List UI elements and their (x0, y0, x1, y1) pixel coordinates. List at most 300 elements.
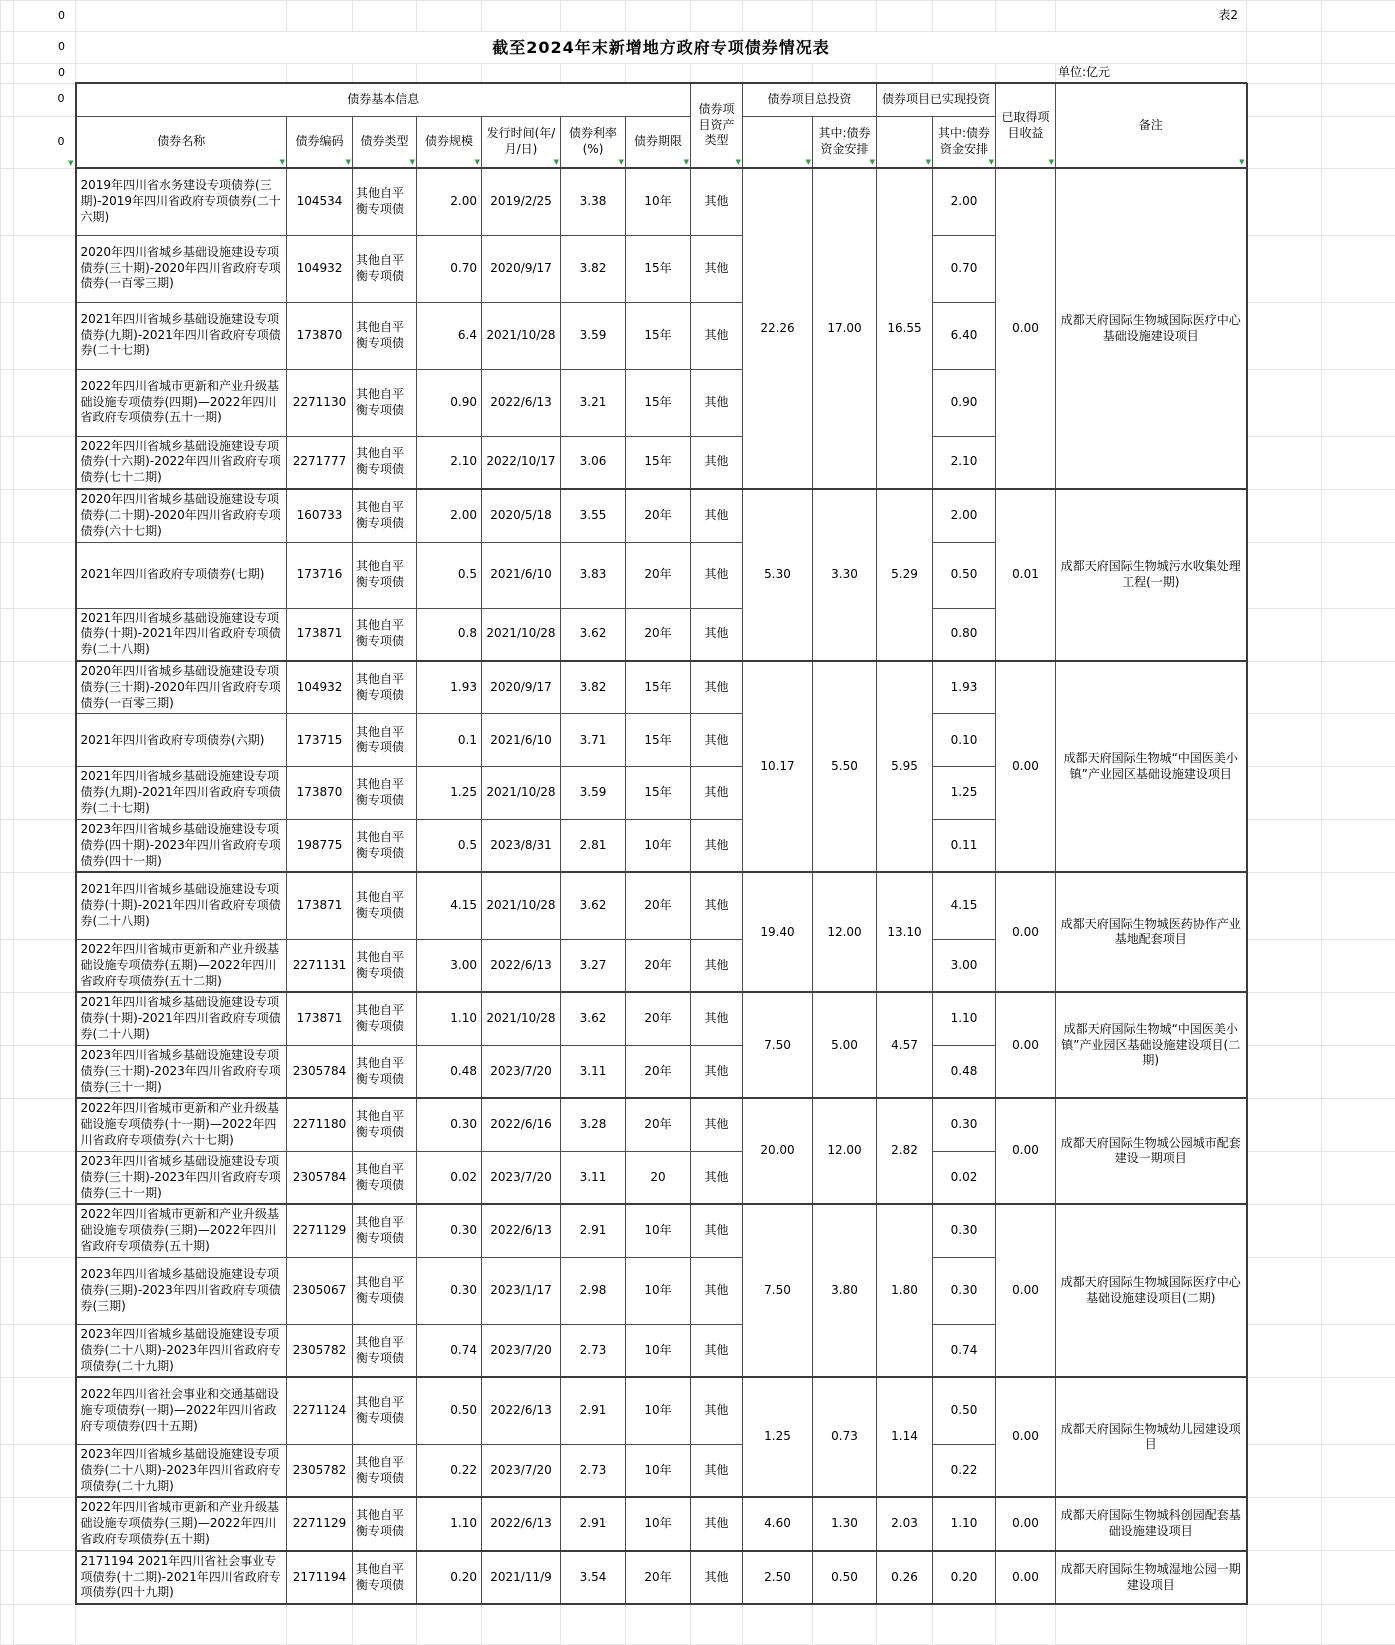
realized-fund-arrangement-cell[interactable]: 0.11 (933, 819, 996, 872)
bond-rate-cell[interactable]: 2.73 (561, 1324, 626, 1377)
asset-type-cell[interactable]: 其他 (691, 1151, 743, 1204)
realized-investment-cell[interactable]: 4.57 (877, 992, 933, 1098)
bond-term-cell[interactable]: 10年 (626, 1257, 691, 1324)
bond-scale-cell[interactable]: 3.00 (417, 939, 482, 992)
realized-investment-cell[interactable]: 16.55 (877, 168, 933, 489)
remark-cell[interactable]: 成都天府国际生物城湿地公园一期建设项目 (1056, 1551, 1247, 1604)
remark-cell[interactable]: 成都天府国际生物城公园城市配套建设一期项目 (1056, 1098, 1247, 1204)
realized-investment-cell[interactable]: 2.03 (877, 1497, 933, 1550)
bond-scale-cell[interactable]: 0.74 (417, 1324, 482, 1377)
bond-type-cell[interactable]: 其他自平衡专项债 (353, 872, 417, 939)
remark-cell[interactable]: 成都天府国际生物城科创园配套基础设施建设项目 (1056, 1497, 1247, 1550)
realized-fund-arrangement-cell[interactable]: 3.00 (933, 939, 996, 992)
total-fund-arrangement-cell[interactable]: 12.00 (813, 872, 877, 992)
bond-rate-cell[interactable]: 2.73 (561, 1444, 626, 1497)
asset-type-cell[interactable]: 其他 (691, 1497, 743, 1550)
bond-term-cell[interactable]: 10年 (626, 1497, 691, 1550)
issue-date-cell[interactable]: 2022/6/13 (482, 369, 561, 436)
bond-name-cell[interactable]: 2023年四川省城乡基础设施建设专项债券(三十期)-2023年四川省政府专项债券(三十一期) (76, 1045, 287, 1098)
header-bond-code[interactable] (287, 116, 353, 168)
asset-type-cell[interactable]: 其他 (691, 714, 743, 767)
total-investment-cell[interactable]: 20.00 (743, 1098, 813, 1204)
bond-type-cell[interactable]: 其他自平衡专项债 (353, 1377, 417, 1444)
bond-scale-cell[interactable]: 1.10 (417, 992, 482, 1045)
issue-date-cell[interactable]: 2021/10/28 (482, 872, 561, 939)
header-bond-term[interactable] (626, 116, 691, 168)
bond-name-cell[interactable]: 2021年四川省政府专项债券(七期) (76, 542, 287, 608)
header-asset-type[interactable] (691, 83, 743, 168)
bond-rate-cell[interactable]: 3.21 (561, 369, 626, 436)
bond-scale-cell[interactable]: 2.10 (417, 436, 482, 489)
remark-cell[interactable]: 成都天府国际生物城污水收集处理工程(一期) (1056, 489, 1247, 661)
bond-term-cell[interactable]: 20年 (626, 542, 691, 608)
bond-type-cell[interactable]: 其他自平衡专项债 (353, 1551, 417, 1604)
header-bond-scale[interactable] (417, 116, 482, 168)
bond-term-cell[interactable]: 10年 (626, 1324, 691, 1377)
bond-scale-cell[interactable]: 0.70 (417, 235, 482, 302)
bond-name-cell[interactable]: 2023年四川省城乡基础设施建设专项债券(二十八期)-2023年四川省政府专项债券(二十九期) (76, 1444, 287, 1497)
project-income-cell[interactable]: 0.00 (996, 872, 1056, 992)
project-income-cell[interactable]: 0.00 (996, 992, 1056, 1098)
bond-type-cell[interactable]: 其他自平衡专项债 (353, 542, 417, 608)
autofilter-arrow-icon[interactable]: ▼ (68, 160, 73, 167)
realized-fund-arrangement-cell[interactable]: 2.00 (933, 489, 996, 542)
bond-rate-cell[interactable]: 3.38 (561, 168, 626, 235)
bond-term-cell[interactable]: 15年 (626, 436, 691, 489)
realized-fund-arrangement-cell[interactable]: 0.30 (933, 1204, 996, 1257)
bond-code-cell[interactable]: 160733 (287, 489, 353, 542)
bond-name-cell[interactable]: 2022年四川省城市更新和产业升级基础设施专项债券(五期)—2022年四川省政府专项债券(五十二期) (76, 939, 287, 992)
issue-date-cell[interactable]: 2023/7/20 (482, 1045, 561, 1098)
asset-type-cell[interactable]: 其他 (691, 872, 743, 939)
realized-fund-arrangement-cell[interactable]: 0.90 (933, 369, 996, 436)
bond-code-cell[interactable]: 173870 (287, 302, 353, 369)
project-income-cell[interactable]: 0.00 (996, 1098, 1056, 1204)
total-fund-arrangement-cell[interactable]: 0.73 (813, 1377, 877, 1497)
bond-term-cell[interactable]: 20年 (626, 489, 691, 542)
header-issue-date[interactable] (482, 116, 561, 168)
project-income-cell[interactable]: 0.01 (996, 489, 1056, 661)
realized-fund-arrangement-cell[interactable]: 4.15 (933, 872, 996, 939)
realized-fund-arrangement-cell[interactable]: 6.40 (933, 302, 996, 369)
header-bond-name[interactable] (76, 116, 287, 168)
bond-term-cell[interactable]: 10年 (626, 168, 691, 235)
bond-name-cell[interactable]: 2023年四川省城乡基础设施建设专项债券(三期)-2023年四川省政府专项债券(三期) (76, 1257, 287, 1324)
bond-code-cell[interactable]: 2271124 (287, 1377, 353, 1444)
bond-type-cell[interactable]: 其他自平衡专项债 (353, 1324, 417, 1377)
bond-type-cell[interactable]: 其他自平衡专项债 (353, 302, 417, 369)
bond-name-cell[interactable]: 2022年四川省城乡基础设施建设专项债券(十六期)-2022年四川省政府专项债券(七十二期) (76, 436, 287, 489)
asset-type-cell[interactable]: 其他 (691, 992, 743, 1045)
issue-date-cell[interactable]: 2022/6/16 (482, 1098, 561, 1151)
bond-name-cell[interactable]: 2021年四川省政府专项债券(六期) (76, 714, 287, 767)
issue-date-cell[interactable]: 2023/1/17 (482, 1257, 561, 1324)
bond-type-cell[interactable]: 其他自平衡专项债 (353, 168, 417, 235)
bond-type-cell[interactable]: 其他自平衡专项债 (353, 235, 417, 302)
issue-date-cell[interactable]: 2023/7/20 (482, 1151, 561, 1204)
bond-code-cell[interactable]: 2271130 (287, 369, 353, 436)
total-fund-arrangement-cell[interactable]: 1.30 (813, 1497, 877, 1550)
bond-scale-cell[interactable]: 0.02 (417, 1151, 482, 1204)
header-realized-blank[interactable] (877, 116, 933, 168)
project-income-cell[interactable]: 0.00 (996, 1204, 1056, 1377)
asset-type-cell[interactable]: 其他 (691, 302, 743, 369)
zero-cell[interactable]: 0 (14, 32, 76, 64)
bond-scale-cell[interactable]: 0.30 (417, 1098, 482, 1151)
project-income-cell[interactable]: 0.00 (996, 168, 1056, 489)
bond-scale-cell[interactable]: 2.00 (417, 168, 482, 235)
header-realized-investment[interactable]: 债券项目已实现投资 (877, 83, 996, 116)
bond-term-cell[interactable]: 15年 (626, 235, 691, 302)
bond-scale-cell[interactable]: 4.15 (417, 872, 482, 939)
issue-date-cell[interactable]: 2022/10/17 (482, 436, 561, 489)
bond-name-cell[interactable]: 2021年四川省城乡基础设施建设专项债券(九期)-2021年四川省政府专项债券(二十七期) (76, 302, 287, 369)
asset-type-cell[interactable]: 其他 (691, 1098, 743, 1151)
bond-type-cell[interactable]: 其他自平衡专项债 (353, 1151, 417, 1204)
realized-fund-arrangement-cell[interactable]: 0.30 (933, 1257, 996, 1324)
bond-type-cell[interactable]: 其他自平衡专项债 (353, 661, 417, 714)
bond-name-cell[interactable]: 2019年四川省水务建设专项债券(三期)-2019年四川省政府专项债券(二十六期) (76, 168, 287, 235)
header-total-of-which[interactable] (813, 116, 877, 168)
total-investment-cell[interactable]: 5.30 (743, 489, 813, 661)
issue-date-cell[interactable]: 2021/10/28 (482, 992, 561, 1045)
realized-investment-cell[interactable]: 0.26 (877, 1551, 933, 1604)
realized-investment-cell[interactable]: 1.14 (877, 1377, 933, 1497)
bond-code-cell[interactable]: 2305784 (287, 1045, 353, 1098)
bond-term-cell[interactable]: 15年 (626, 302, 691, 369)
bond-rate-cell[interactable]: 3.71 (561, 714, 626, 767)
bond-scale-cell[interactable]: 0.30 (417, 1204, 482, 1257)
asset-type-cell[interactable]: 其他 (691, 939, 743, 992)
project-income-cell[interactable]: 0.00 (996, 1551, 1056, 1604)
total-investment-cell[interactable]: 2.50 (743, 1551, 813, 1604)
bond-code-cell[interactable]: 2271131 (287, 939, 353, 992)
bond-code-cell[interactable]: 2305782 (287, 1444, 353, 1497)
zero-cell[interactable] (14, 116, 76, 168)
bond-name-cell[interactable]: 2171194 2021年四川省社会事业专项债券(十二期)-2021年四川省政府专项债券(四十九期) (76, 1551, 287, 1604)
bond-name-cell[interactable]: 2020年四川省城乡基础设施建设专项债券(三十期)-2020年四川省政府专项债券(一百零三期) (76, 235, 287, 302)
bond-code-cell[interactable]: 2305067 (287, 1257, 353, 1324)
realized-fund-arrangement-cell[interactable]: 0.20 (933, 1551, 996, 1604)
zero-cell[interactable]: 0 (14, 83, 76, 116)
issue-date-cell[interactable]: 2021/10/28 (482, 302, 561, 369)
bond-scale-cell[interactable]: 0.5 (417, 819, 482, 872)
issue-date-cell[interactable]: 2019/2/25 (482, 168, 561, 235)
realized-fund-arrangement-cell[interactable]: 0.70 (933, 235, 996, 302)
bond-code-cell[interactable]: 2271777 (287, 436, 353, 489)
bond-name-cell[interactable]: 2023年四川省城乡基础设施建设专项债券(二十八期)-2023年四川省政府专项债券(二十九期) (76, 1324, 287, 1377)
bond-rate-cell[interactable]: 2.91 (561, 1377, 626, 1444)
realized-fund-arrangement-cell[interactable]: 2.00 (933, 168, 996, 235)
issue-date-cell[interactable]: 2021/6/10 (482, 714, 561, 767)
realized-fund-arrangement-cell[interactable]: 0.80 (933, 608, 996, 661)
total-investment-cell[interactable]: 10.17 (743, 661, 813, 872)
bond-code-cell[interactable]: 2171194 (287, 1551, 353, 1604)
remark-cell[interactable]: 成都天府国际生物城幼儿园建设项目 (1056, 1377, 1247, 1497)
remark-cell[interactable]: 成都天府国际生物城“中国医美小镇”产业园区基础设施建设项目(二期) (1056, 992, 1247, 1098)
bond-term-cell[interactable]: 10年 (626, 1377, 691, 1444)
bond-type-cell[interactable]: 其他自平衡专项债 (353, 1098, 417, 1151)
bond-type-cell[interactable]: 其他自平衡专项债 (353, 714, 417, 767)
issue-date-cell[interactable]: 2021/6/10 (482, 542, 561, 608)
realized-fund-arrangement-cell[interactable]: 2.10 (933, 436, 996, 489)
header-total-investment[interactable]: 债券项目总投资 (743, 83, 877, 116)
asset-type-cell[interactable]: 其他 (691, 1045, 743, 1098)
bond-code-cell[interactable]: 173871 (287, 608, 353, 661)
issue-date-cell[interactable]: 2023/7/20 (482, 1444, 561, 1497)
header-bond-type[interactable] (353, 116, 417, 168)
bond-code-cell[interactable]: 198775 (287, 819, 353, 872)
bond-code-cell[interactable]: 2271129 (287, 1497, 353, 1550)
asset-type-cell[interactable]: 其他 (691, 661, 743, 714)
asset-type-cell[interactable]: 其他 (691, 767, 743, 819)
total-investment-cell[interactable]: 19.40 (743, 872, 813, 992)
header-remark[interactable] (1056, 83, 1247, 168)
total-investment-cell[interactable]: 4.60 (743, 1497, 813, 1550)
bond-name-cell[interactable]: 2021年四川省城乡基础设施建设专项债券(十期)-2021年四川省政府专项债券(二十八期) (76, 992, 287, 1045)
remark-cell[interactable]: 成都天府国际生物城国际医疗中心基础设施建设项目 (1056, 168, 1247, 489)
bond-code-cell[interactable]: 104932 (287, 235, 353, 302)
bond-rate-cell[interactable]: 3.27 (561, 939, 626, 992)
bond-rate-cell[interactable]: 3.55 (561, 489, 626, 542)
bond-term-cell[interactable]: 15年 (626, 661, 691, 714)
total-investment-cell[interactable]: 7.50 (743, 1204, 813, 1377)
zero-cell[interactable]: 0 (14, 1, 76, 32)
bond-code-cell[interactable]: 173870 (287, 767, 353, 819)
bond-code-cell[interactable]: 104534 (287, 168, 353, 235)
project-income-cell[interactable]: 0.00 (996, 1377, 1056, 1497)
issue-date-cell[interactable]: 2020/5/18 (482, 489, 561, 542)
bond-name-cell[interactable]: 2021年四川省城乡基础设施建设专项债券(十期)-2021年四川省政府专项债券(二十八期) (76, 872, 287, 939)
asset-type-cell[interactable]: 其他 (691, 369, 743, 436)
autofilter-arrow-icon[interactable]: ▼ (1239, 159, 1244, 166)
bond-term-cell[interactable]: 10年 (626, 1204, 691, 1257)
remark-cell[interactable]: 成都天府国际生物城国际医疗中心基础设施建设项目(二期) (1056, 1204, 1247, 1377)
bond-name-cell[interactable]: 2021年四川省城乡基础设施建设专项债券(十期)-2021年四川省政府专项债券(二十八期) (76, 608, 287, 661)
realized-fund-arrangement-cell[interactable]: 1.25 (933, 767, 996, 819)
asset-type-cell[interactable]: 其他 (691, 819, 743, 872)
header-total-blank[interactable] (743, 116, 813, 168)
realized-fund-arrangement-cell[interactable]: 1.93 (933, 661, 996, 714)
bond-rate-cell[interactable]: 2.98 (561, 1257, 626, 1324)
bond-code-cell[interactable]: 173715 (287, 714, 353, 767)
bond-rate-cell[interactable]: 2.91 (561, 1497, 626, 1550)
autofilter-arrow-icon[interactable]: ▼ (554, 159, 559, 166)
total-fund-arrangement-cell[interactable]: 5.50 (813, 661, 877, 872)
bond-rate-cell[interactable]: 3.28 (561, 1098, 626, 1151)
remark-cell[interactable]: 成都天府国际生物城医药协作产业基地配套项目 (1056, 872, 1247, 992)
issue-date-cell[interactable]: 2021/10/28 (482, 767, 561, 819)
bond-type-cell[interactable]: 其他自平衡专项债 (353, 1497, 417, 1550)
bond-code-cell[interactable]: 2271180 (287, 1098, 353, 1151)
bond-term-cell[interactable]: 20年 (626, 1098, 691, 1151)
bond-scale-cell[interactable]: 1.93 (417, 661, 482, 714)
bond-rate-cell[interactable]: 3.82 (561, 235, 626, 302)
asset-type-cell[interactable]: 其他 (691, 1377, 743, 1444)
realized-investment-cell[interactable]: 13.10 (877, 872, 933, 992)
total-fund-arrangement-cell[interactable]: 17.00 (813, 168, 877, 489)
remark-cell[interactable]: 成都天府国际生物城“中国医美小镇”产业园区基础设施建设项目 (1056, 661, 1247, 872)
autofilter-arrow-icon[interactable]: ▼ (410, 159, 415, 166)
bond-name-cell[interactable]: 2021年四川省城乡基础设施建设专项债券(九期)-2021年四川省政府专项债券(二十七期) (76, 767, 287, 819)
bond-type-cell[interactable]: 其他自平衡专项债 (353, 1045, 417, 1098)
asset-type-cell[interactable]: 其他 (691, 542, 743, 608)
bond-code-cell[interactable]: 2305784 (287, 1151, 353, 1204)
asset-type-cell[interactable]: 其他 (691, 608, 743, 661)
bond-rate-cell[interactable]: 3.06 (561, 436, 626, 489)
issue-date-cell[interactable]: 2023/7/20 (482, 1324, 561, 1377)
total-investment-cell[interactable]: 1.25 (743, 1377, 813, 1497)
bond-name-cell[interactable]: 2022年四川省城市更新和产业升级基础设施专项债券(三期)—2022年四川省政府专项债券(五十期) (76, 1204, 287, 1257)
bond-rate-cell[interactable]: 3.59 (561, 767, 626, 819)
bond-type-cell[interactable]: 其他自平衡专项债 (353, 489, 417, 542)
realized-fund-arrangement-cell[interactable]: 0.02 (933, 1151, 996, 1204)
header-bond-rate[interactable] (561, 116, 626, 168)
realized-fund-arrangement-cell[interactable]: 0.10 (933, 714, 996, 767)
autofilter-arrow-icon[interactable]: ▼ (926, 159, 931, 166)
total-fund-arrangement-cell[interactable]: 3.30 (813, 489, 877, 661)
bond-scale-cell[interactable]: 2.00 (417, 489, 482, 542)
asset-type-cell[interactable]: 其他 (691, 489, 743, 542)
bond-type-cell[interactable]: 其他自平衡专项债 (353, 436, 417, 489)
bond-term-cell[interactable]: 15年 (626, 767, 691, 819)
bond-scale-cell[interactable]: 0.30 (417, 1257, 482, 1324)
autofilter-arrow-icon[interactable]: ▼ (870, 159, 875, 166)
bond-rate-cell[interactable]: 3.62 (561, 608, 626, 661)
bond-rate-cell[interactable]: 3.59 (561, 302, 626, 369)
bond-term-cell[interactable]: 20年 (626, 872, 691, 939)
asset-type-cell[interactable]: 其他 (691, 235, 743, 302)
bond-code-cell[interactable]: 104932 (287, 661, 353, 714)
realized-investment-cell[interactable]: 5.95 (877, 661, 933, 872)
realized-investment-cell[interactable]: 5.29 (877, 489, 933, 661)
bond-term-cell[interactable]: 20年 (626, 1045, 691, 1098)
total-fund-arrangement-cell[interactable]: 3.80 (813, 1204, 877, 1377)
bond-type-cell[interactable]: 其他自平衡专项债 (353, 1444, 417, 1497)
realized-fund-arrangement-cell[interactable]: 1.10 (933, 992, 996, 1045)
bond-scale-cell[interactable]: 0.20 (417, 1551, 482, 1604)
asset-type-cell[interactable]: 其他 (691, 1204, 743, 1257)
bond-rate-cell[interactable]: 3.11 (561, 1045, 626, 1098)
bond-term-cell[interactable]: 20年 (626, 992, 691, 1045)
issue-date-cell[interactable]: 2021/10/28 (482, 608, 561, 661)
autofilter-arrow-icon[interactable]: ▼ (736, 159, 741, 166)
bond-type-cell[interactable]: 其他自平衡专项债 (353, 767, 417, 819)
bond-type-cell[interactable]: 其他自平衡专项债 (353, 1204, 417, 1257)
bond-scale-cell[interactable]: 1.10 (417, 1497, 482, 1550)
autofilter-arrow-icon[interactable]: ▼ (684, 159, 689, 166)
bond-scale-cell[interactable]: 0.22 (417, 1444, 482, 1497)
issue-date-cell[interactable]: 2022/6/13 (482, 1204, 561, 1257)
bond-rate-cell[interactable]: 3.11 (561, 1151, 626, 1204)
total-fund-arrangement-cell[interactable]: 0.50 (813, 1551, 877, 1604)
bond-rate-cell[interactable]: 3.54 (561, 1551, 626, 1604)
asset-type-cell[interactable]: 其他 (691, 1551, 743, 1604)
autofilter-arrow-icon[interactable]: ▼ (989, 159, 994, 166)
bond-term-cell[interactable]: 20年 (626, 1551, 691, 1604)
bond-term-cell[interactable]: 20 (626, 1151, 691, 1204)
bond-rate-cell[interactable]: 3.62 (561, 992, 626, 1045)
bond-name-cell[interactable]: 2020年四川省城乡基础设施建设专项债券(三十期)-2020年四川省政府专项债券(一百零三期) (76, 661, 287, 714)
bond-term-cell[interactable]: 20年 (626, 939, 691, 992)
bond-rate-cell[interactable]: 2.91 (561, 1204, 626, 1257)
realized-investment-cell[interactable]: 2.82 (877, 1098, 933, 1204)
bond-code-cell[interactable]: 2305782 (287, 1324, 353, 1377)
issue-date-cell[interactable]: 2021/11/9 (482, 1551, 561, 1604)
issue-date-cell[interactable]: 2022/6/13 (482, 939, 561, 992)
project-income-cell[interactable]: 0.00 (996, 661, 1056, 872)
bond-term-cell[interactable]: 20年 (626, 608, 691, 661)
autofilter-arrow-icon[interactable]: ▼ (475, 159, 480, 166)
bond-name-cell[interactable]: 2022年四川省城市更新和产业升级基础设施专项债券(四期)—2022年四川省政府专项债券(五十一期) (76, 369, 287, 436)
realized-fund-arrangement-cell[interactable]: 0.48 (933, 1045, 996, 1098)
realized-fund-arrangement-cell[interactable]: 0.22 (933, 1444, 996, 1497)
realized-fund-arrangement-cell[interactable]: 0.74 (933, 1324, 996, 1377)
autofilter-arrow-icon[interactable]: ▼ (619, 159, 624, 166)
bond-rate-cell[interactable]: 3.82 (561, 661, 626, 714)
project-income-cell[interactable]: 0.00 (996, 1497, 1056, 1550)
realized-fund-arrangement-cell[interactable]: 0.30 (933, 1098, 996, 1151)
bond-scale-cell[interactable]: 0.1 (417, 714, 482, 767)
bond-scale-cell[interactable]: 0.48 (417, 1045, 482, 1098)
autofilter-arrow-icon[interactable]: ▼ (346, 159, 351, 166)
issue-date-cell[interactable]: 2022/6/13 (482, 1377, 561, 1444)
total-fund-arrangement-cell[interactable]: 12.00 (813, 1098, 877, 1204)
bond-scale-cell[interactable]: 0.5 (417, 542, 482, 608)
issue-date-cell[interactable]: 2023/8/31 (482, 819, 561, 872)
bond-name-cell[interactable]: 2023年四川省城乡基础设施建设专项债券(三十期)-2023年四川省政府专项债券(三十一期) (76, 1151, 287, 1204)
bond-type-cell[interactable]: 其他自平衡专项债 (353, 939, 417, 992)
bond-rate-cell[interactable]: 3.83 (561, 542, 626, 608)
bond-name-cell[interactable]: 2022年四川省社会事业和交通基础设施专项债券(一期)—2022年四川省政府专项债券(四十五期) (76, 1377, 287, 1444)
bond-code-cell[interactable]: 173716 (287, 542, 353, 608)
bond-scale-cell[interactable]: 6.4 (417, 302, 482, 369)
asset-type-cell[interactable]: 其他 (691, 436, 743, 489)
bond-type-cell[interactable]: 其他自平衡专项债 (353, 819, 417, 872)
bond-code-cell[interactable]: 173871 (287, 872, 353, 939)
bond-rate-cell[interactable]: 2.81 (561, 819, 626, 872)
header-realized-of-which[interactable] (933, 116, 996, 168)
bond-scale-cell[interactable]: 0.50 (417, 1377, 482, 1444)
issue-date-cell[interactable]: 2020/9/17 (482, 235, 561, 302)
realized-investment-cell[interactable]: 1.80 (877, 1204, 933, 1377)
autofilter-arrow-icon[interactable]: ▼ (1049, 159, 1054, 166)
zero-cell[interactable]: 0 (14, 64, 76, 84)
issue-date-cell[interactable]: 2020/9/17 (482, 661, 561, 714)
asset-type-cell[interactable]: 其他 (691, 1444, 743, 1497)
bond-scale-cell[interactable]: 1.25 (417, 767, 482, 819)
asset-type-cell[interactable]: 其他 (691, 168, 743, 235)
bond-term-cell[interactable]: 15年 (626, 369, 691, 436)
bond-type-cell[interactable]: 其他自平衡专项债 (353, 992, 417, 1045)
realized-fund-arrangement-cell[interactable]: 1.10 (933, 1497, 996, 1550)
header-basic-info[interactable]: 债券基本信息 (76, 83, 691, 116)
issue-date-cell[interactable]: 2022/6/13 (482, 1497, 561, 1550)
bond-term-cell[interactable]: 15年 (626, 714, 691, 767)
bond-code-cell[interactable]: 2271129 (287, 1204, 353, 1257)
bond-name-cell[interactable]: 2023年四川省城乡基础设施建设专项债券(四十期)-2023年四川省政府专项债券(四十一期) (76, 819, 287, 872)
header-income[interactable] (996, 83, 1056, 168)
bond-type-cell[interactable]: 其他自平衡专项债 (353, 1257, 417, 1324)
bond-scale-cell[interactable]: 0.8 (417, 608, 482, 661)
bond-rate-cell[interactable]: 3.62 (561, 872, 626, 939)
total-fund-arrangement-cell[interactable]: 5.00 (813, 992, 877, 1098)
bond-name-cell[interactable]: 2020年四川省城乡基础设施建设专项债券(二十期)-2020年四川省政府专项债券(六十七期) (76, 489, 287, 542)
bond-scale-cell[interactable]: 0.90 (417, 369, 482, 436)
asset-type-cell[interactable]: 其他 (691, 1257, 743, 1324)
total-investment-cell[interactable]: 22.26 (743, 168, 813, 489)
bond-term-cell[interactable]: 10年 (626, 819, 691, 872)
